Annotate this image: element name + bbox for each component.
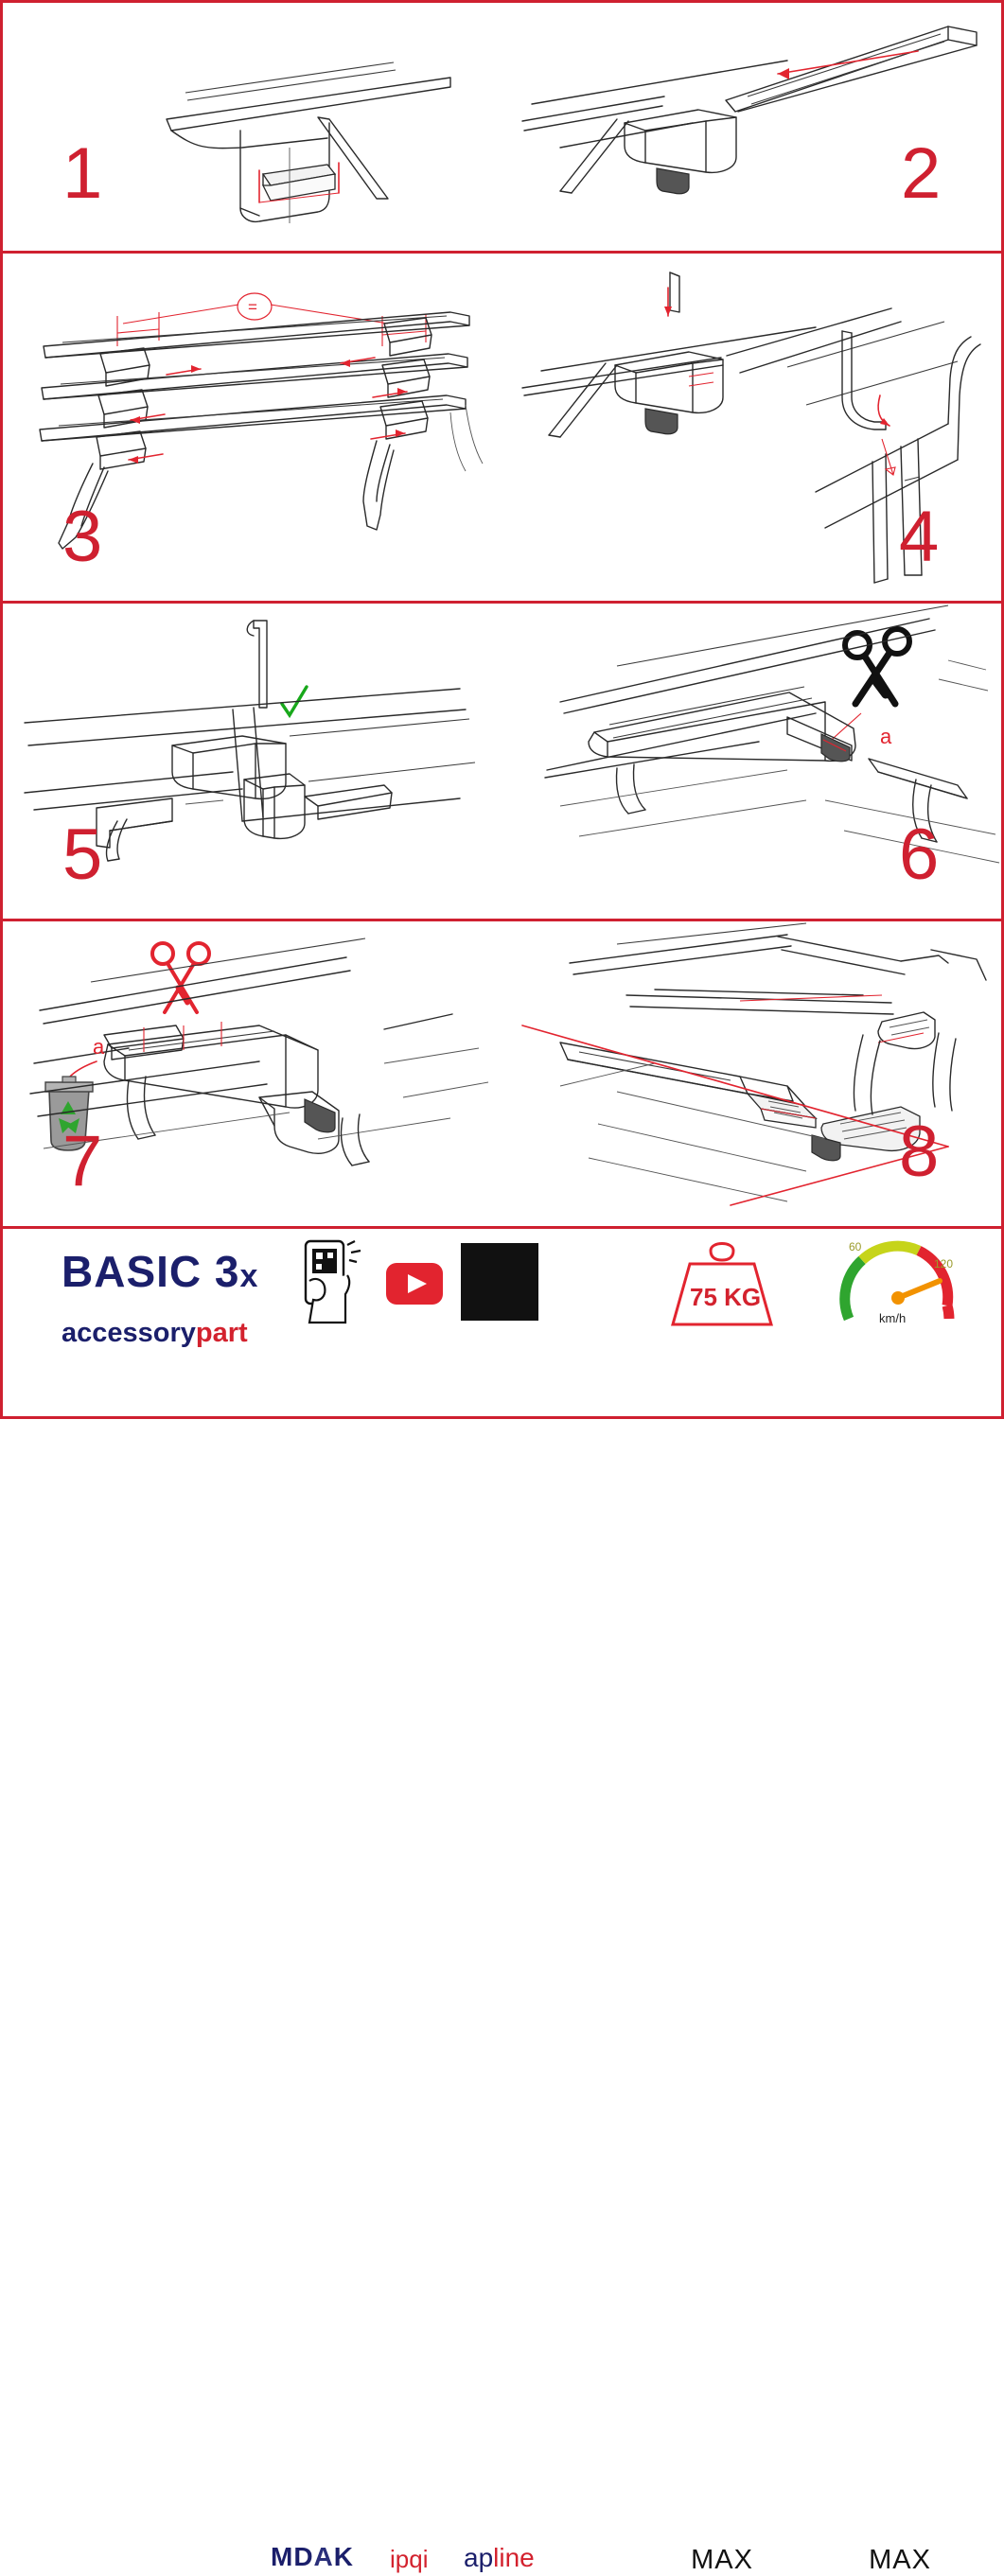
phone-qr-scan-icon	[296, 1239, 372, 1324]
step-2-panel	[503, 6, 1004, 251]
brand-suffix: part	[195, 1318, 248, 1348]
step-1-illustration	[6, 6, 503, 251]
product-name-text: BASIC 3	[62, 1247, 240, 1296]
step-6-panel	[503, 604, 1004, 919]
brand-prefix: accessory	[62, 1318, 196, 1348]
step-8-panel	[503, 921, 1004, 1226]
step-5-panel	[6, 604, 503, 919]
step-3-number: 3	[62, 497, 103, 577]
step-6-label-a: a	[880, 725, 892, 748]
step-2-illustration	[503, 6, 1004, 251]
step-6-number: 6	[899, 815, 940, 895]
speed-high: 120	[934, 1257, 954, 1270]
step-4-number: 4	[899, 497, 940, 577]
step-5-number: 5	[62, 815, 103, 895]
speedometer-icon	[828, 1228, 970, 1332]
footer	[3, 1222, 1001, 2575]
partner-ipqi-name: ipqi	[390, 2545, 429, 2573]
step-1-number: 1	[62, 133, 103, 214]
weight-value: 75 KG	[690, 1283, 762, 1311]
youtube-icon[interactable]	[385, 1262, 444, 1306]
speed-unit: km/h	[879, 1311, 907, 1325]
partner-apline-name: apline	[464, 2543, 535, 2572]
speed-max-label: MAX	[869, 2545, 931, 2575]
step-2-number: 2	[901, 133, 942, 214]
brand-name	[62, 1318, 279, 1349]
partner-mdak-name: MDAK	[271, 2542, 355, 2571]
scissors-icon-red	[152, 943, 209, 1012]
step-4-panel	[503, 254, 1004, 601]
product-name	[62, 1246, 279, 1297]
speed-low: 60	[849, 1240, 862, 1253]
step-7-number: 7	[62, 1121, 103, 1201]
weight-max-label: MAX	[691, 2545, 753, 2575]
qr-code-icon[interactable]	[461, 1243, 538, 1321]
step-8-number: 8	[899, 1112, 940, 1192]
product-name-suffix: x	[239, 1258, 259, 1294]
step-7-label-a: a	[93, 1035, 105, 1059]
step-3-panel	[6, 254, 503, 601]
step-1-panel	[6, 6, 503, 251]
product-branding	[62, 1246, 279, 1349]
weight-icon	[656, 1235, 788, 1330]
scissors-icon	[845, 629, 909, 704]
step-7-panel	[6, 921, 503, 1226]
svg-text:=: =	[248, 298, 257, 316]
